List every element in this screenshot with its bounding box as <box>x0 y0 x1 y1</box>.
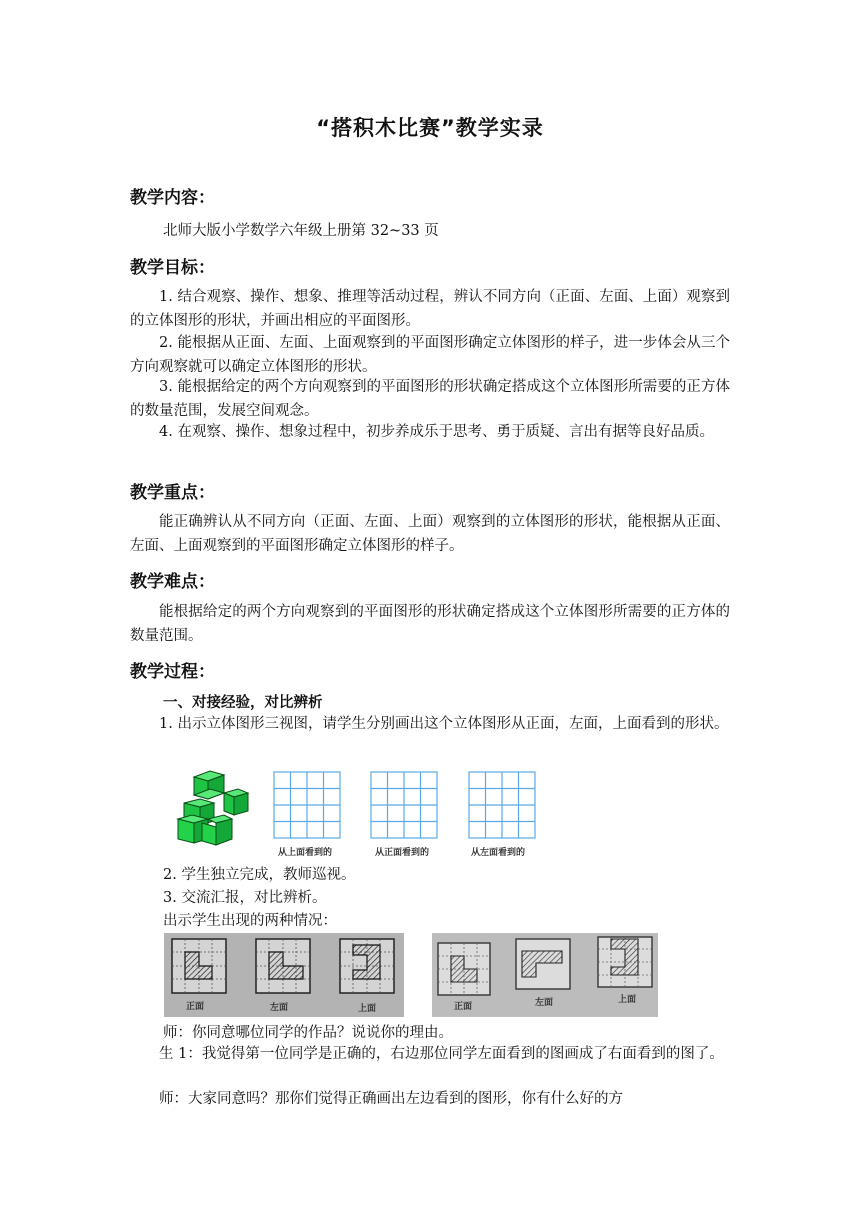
heading-process: 教学过程： <box>130 662 215 682</box>
photo1-label-top: 上面 <box>358 1004 377 1014</box>
grid-caption-left: 从左面看到的 <box>471 848 526 858</box>
dialog-teacher-1: 师：你同意哪位同学的作品？说说你的理由。 <box>163 1025 453 1041</box>
goal-item-3: 3. 能根据给定的两个方向观察到的平面图形的形状确定搭成这个立体图形所需要的正方体的数量范围，发展空间观念。 <box>130 379 730 419</box>
process-subheading-1: 一、对接经验，对比辨析 <box>163 695 323 711</box>
document-title: “搭积木比赛”教学实录 <box>316 116 544 140</box>
process-step-2: 2. 学生独立完成，教师巡视。 <box>163 867 356 883</box>
goal-item-1: 1. 结合观察、操作、想象、推理等活动过程，辨认不同方向（正面、左面、上面）观察到的立体图形的形状，并画出相应的平面图形。 <box>130 289 730 329</box>
grid-caption-front: 从正面看到的 <box>375 848 430 858</box>
heading-goals: 教学目标： <box>130 258 215 278</box>
photo2-label-top: 上面 <box>618 995 637 1005</box>
photo2-label-left: 左面 <box>535 998 554 1008</box>
grid-top-view <box>274 772 340 838</box>
difficulty-text: 能根据给定的两个方向观察到的平面图形的形状确定搭成这个立体图形所需要的正方体的数量范围。 <box>130 604 730 644</box>
key-text: 能正确辨认从不同方向（正面、左面、上面）观察到的立体图形的形状，能根据从正面、左面、上面观察到的平面图形确定立体图形的样子。 <box>130 514 730 554</box>
heading-content: 教学内容： <box>130 188 215 208</box>
photo2-label-front: 正面 <box>454 1002 473 1012</box>
grid-left-view <box>469 772 535 838</box>
student-work-photo-2 <box>432 933 658 1017</box>
grid-caption-top: 从上面看到的 <box>278 848 333 858</box>
goal-item-4: 4. 在观察、操作、想象过程中，初步养成乐于思考、勇于质疑、言出有据等良好品质。 <box>159 424 714 440</box>
photo1-label-front: 正面 <box>186 1002 205 1012</box>
goal-item-2: 2. 能根据从正面、左面、上面观察到的平面图形确定立体图形的样子，进一步体会从三个方向观察就可以确定立体图形的形状。 <box>130 335 730 375</box>
content-text: 北师大版小学数学六年级上册第 32~33 页 <box>163 223 439 239</box>
process-step-3: 3. 交流汇报，对比辨析。 <box>163 890 327 906</box>
process-show-text: 出示学生出现的两种情况： <box>163 913 337 929</box>
dialog-student-1: 生 1：我觉得第一位同学是正确的，右边那位同学左面看到的图画成了右面看到的图了。 <box>159 1046 724 1062</box>
dialog-teacher-2: 师：大家同意吗？那你们觉得正确画出左边看到的图形，你有什么好的方 <box>159 1091 623 1107</box>
photo1-label-left: 左面 <box>270 1003 289 1013</box>
heading-key: 教学重点： <box>130 483 215 503</box>
cube-stack-image <box>178 771 248 845</box>
three-view-figure <box>170 767 550 861</box>
heading-difficulty: 教学难点： <box>130 572 215 592</box>
student-work-photo-1 <box>164 933 404 1017</box>
process-step-1: 1. 出示立体图形三视图，请学生分别画出这个立体图形从正面，左面，上面看到的形状。 <box>159 716 729 732</box>
grid-front-view <box>371 772 437 838</box>
